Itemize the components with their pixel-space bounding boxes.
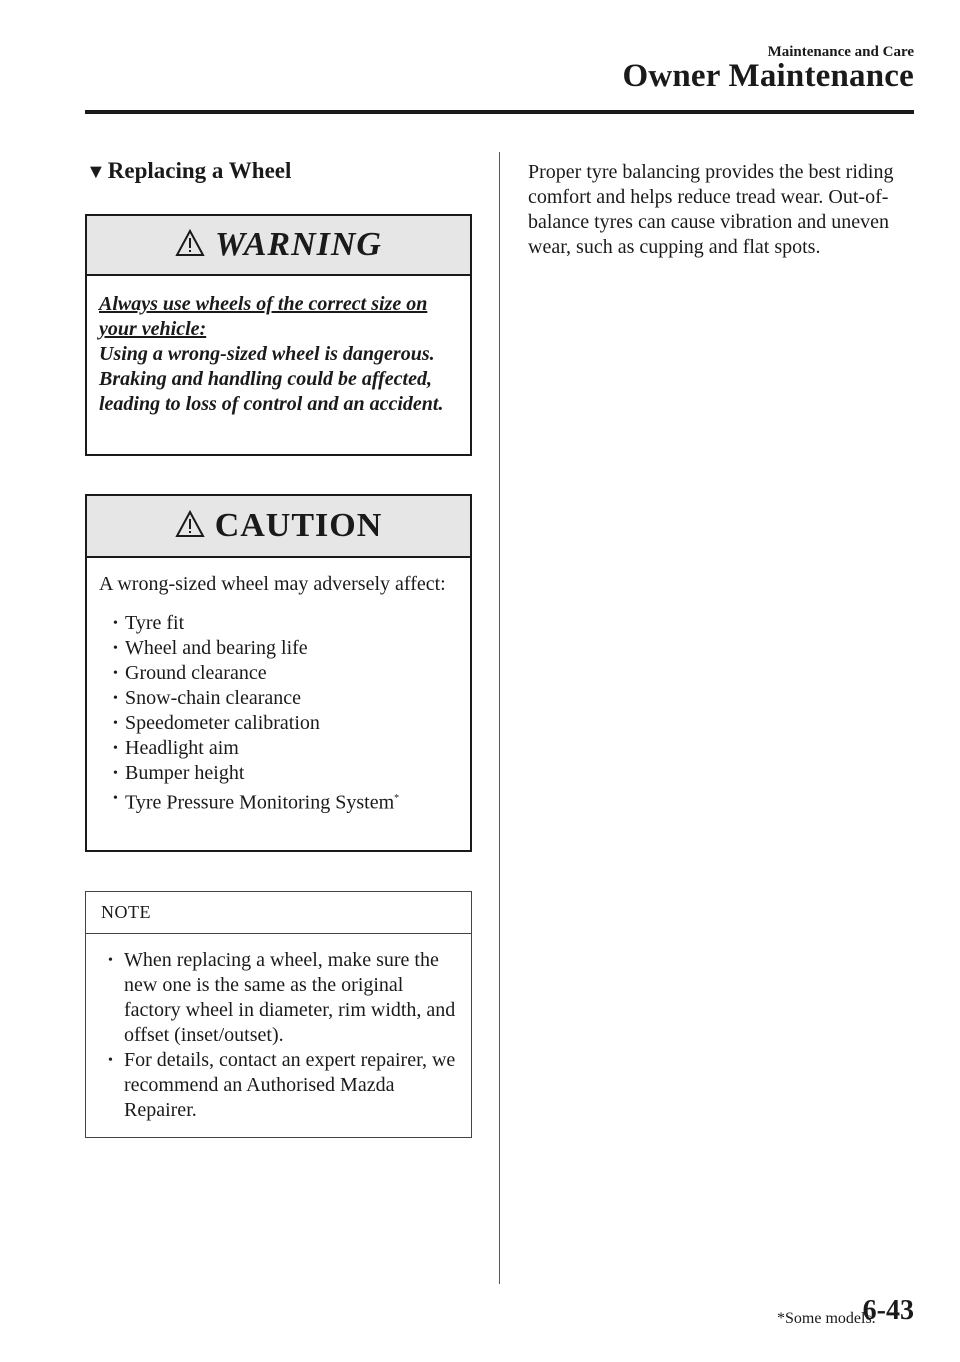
page-title: Owner Maintenance [622, 58, 914, 94]
warning-text: Using a wrong-sized wheel is dangerous. Braking and handling could be affected, leading to loss of control and an accident. [99, 343, 444, 415]
caution-box [85, 494, 472, 852]
warning-triangle-icon [175, 229, 205, 262]
triangle-down-icon: ▼ [86, 161, 106, 183]
warning-lead: Always use wheels of the correct size on your vehicle: [99, 293, 428, 340]
warning-header [87, 216, 470, 276]
list-item-text: Tyre Pressure Monitoring System [125, 791, 395, 814]
caution-header [87, 496, 470, 558]
list-item [99, 786, 458, 816]
warning-triangle-icon [175, 510, 205, 543]
list-item: • Headlight aim [99, 736, 458, 761]
list-item: • Wheel and bearing life [99, 636, 458, 661]
caution-intro: A wrong-sized wheel may adversely affect: [99, 573, 446, 595]
note-header: NOTE [86, 892, 471, 934]
column-divider [499, 152, 500, 1284]
section-heading [86, 158, 291, 184]
list-item: • Tyre fit [99, 611, 458, 636]
warning-title: WARNING [215, 226, 382, 263]
list-item: • Snow-chain clearance [99, 686, 458, 711]
footnote: *Some models. [777, 1310, 876, 1327]
balancing-paragraph: Proper tyre balancing provides the best riding comfort and helps reduce tread wear. Out-of-balance tyres can cause vibration and uneven wear, such as cupping and flat spots. [528, 161, 894, 258]
caution-body [87, 558, 470, 816]
footnote-mark: * [394, 793, 400, 804]
chapter-label: Maintenance and Care [767, 44, 914, 60]
warning-box [85, 214, 472, 456]
section-heading-text: Replacing a Wheel [107, 158, 292, 183]
list-item: • For details, contact an expert repairer, we recommend an Authorised Mazda Repairer. [86, 1048, 461, 1123]
list-item: • Bumper height [99, 761, 458, 786]
list-item: • Ground clearance [99, 661, 458, 686]
page-number: 6-43 [862, 1295, 914, 1326]
caution-title: CAUTION [214, 507, 383, 544]
warning-body [87, 276, 470, 417]
list-item: • When replacing a wheel, make sure the new one is the same as the original factory wheel in diameter, rim width, and offset (inset/outset). [86, 948, 461, 1048]
note-box [85, 891, 472, 1138]
header-rule [85, 110, 914, 114]
note-list [86, 948, 471, 1123]
list-item: • Speedometer calibration [99, 711, 458, 736]
caution-list [99, 611, 458, 816]
